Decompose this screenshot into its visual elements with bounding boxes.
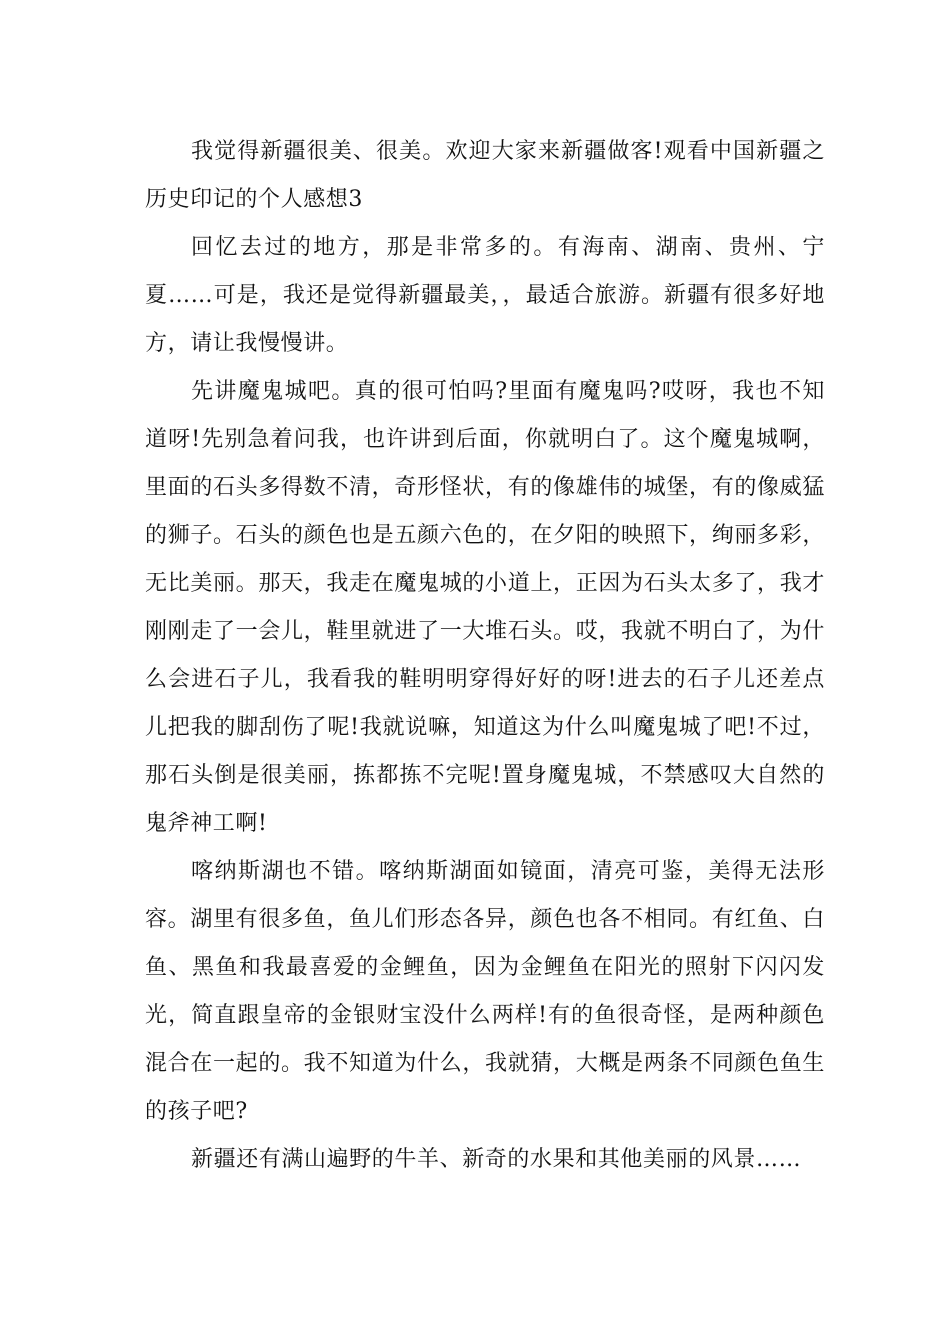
paragraph-4: 喀纳斯湖也不错。喀纳斯湖面如镜面，清亮可鉴，美得无法形容。湖里有很多鱼，鱼儿们形态各异，颜色也各不相同。有红鱼、白鱼、黑鱼和我最喜爱的金鲤鱼，因为金鲤鱼在阳光的照射下闪闪发光，简直跟皇帝的金银财宝没什么两样!有的鱼很奇怪，是两种颜色混合在一起的。我不知道为什么，我就猜，大概是两条不同颜色鱼生的孩子吧? [145, 859, 825, 1124]
paragraph-3: 先讲魔鬼城吧。真的很可怕吗?里面有魔鬼吗?哎呀，我也不知道呀!先别急着问我，也许讲到后面，你就明白了。这个魔鬼城啊，里面的石头多得数不清，奇形怪状，有的像雄伟的城堡，有的像威猛的狮子。石头的颜色也是五颜六色的，在夕阳的映照下，绚丽多彩，无比美丽。那天，我走在魔鬼城的小道上，正因为石头太多了，我才刚刚走了一会儿，鞋里就进了一大堆石头。哎，我就不明白了，为什么会进石子儿，我看我的鞋明明穿得好好的呀!进去的石子儿还差点儿把我的脚刮伤了呢!我就说嘛，知道这为什么叫魔鬼城了吧!不过，那石头倒是很美丽，拣都拣不完呢!置身魔鬼城，不禁感叹大自然的鬼斧神工啊! [145, 379, 825, 836]
paragraph-5: 新疆还有满山遍野的牛羊、新奇的水果和其他美丽的风景…… [191, 1147, 802, 1172]
document-page [145, 128, 825, 1184]
paragraph-2: 回忆去过的地方，那是非常多的。有海南、湖南、贵州、宁夏……可是，我还是觉得新疆最美，，最适合旅游。新疆有很多好地方，请让我慢慢讲。 [145, 235, 825, 356]
paragraph-1: 我觉得新疆很美、很美。欢迎大家来新疆做客!观看中国新疆之历史印记的个人感想3 [145, 139, 825, 212]
